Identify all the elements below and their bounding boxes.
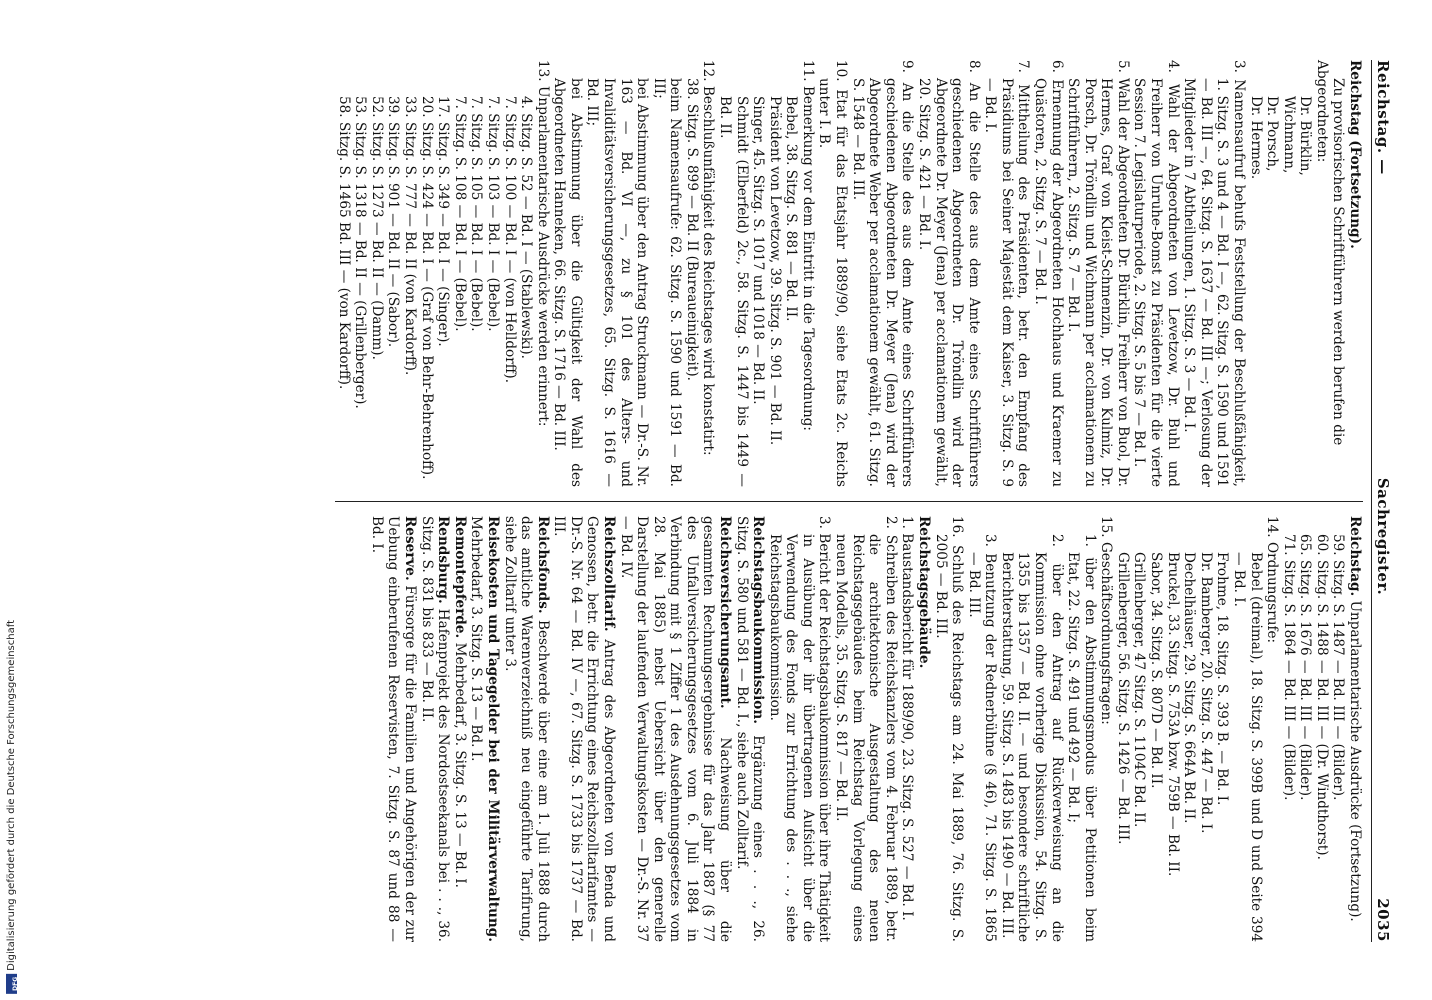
- index-line: 39. Sitzg. S. 901 — Bd. II — (Sabor).: [385, 96, 402, 348]
- heading-term: Rendsburg.: [435, 516, 452, 604]
- index-line: Wichmann,: [1280, 96, 1297, 174]
- index-heading: [418, 516, 451, 942]
- heading-text: Nachweisung über die gesammten Rechnungsergebnisse für das Jahr 1887 (§ 77 des Unfallversicherungsgesetzes vom 6. Juli 1884 in Verbindung mit § 1 Ziffer 1 des Ausdehnungsgesetzes vom 28. Mai 1885) nebst Uebersicht über den generelle Darstellung der laufenden Verwaltungskosten — Dr.-S. Nr. 37 — Bd. IV.: [617, 516, 734, 942]
- index-line: Bebel (dreimal), 18. Sitzg. S. 399B und D und Seite 394 — Bd. I.: [1230, 552, 1264, 942]
- index-line: 1. über den Abstimmungsmodus über Petitionen beim Etat, 22. Sitzg. S. 491 und 492 — Bd. I;: [1065, 534, 1098, 942]
- index-line: bei Abstimmung über den Antrag Struckmann — Dr.-S. Nr. 163 — Bd. VI —, zu § 101 des Alters- und Invaliditätsversicherungsgesetzes, 65. Sitzg. S. 1616 — Bd. III;: [584, 78, 651, 487]
- index-heading: [915, 516, 932, 942]
- index-line: 4. Wahl der Abgeordneten von Levetzow, Dr. Buhl und Freiherr von Unruhe-Bomst zu Präsidenten für die vierte Session 7. Legislaturperiode, 2. Sitzg. S. 5 bis 7 — Bd. I.: [1131, 60, 1181, 487]
- index-line: 8. An die Stelle des aus dem Amte eines Schriftführers geschiedenen Abgeordneten Dr. Tröndlin wird der Abgeordnete Dr. Meyer (Jena) per acclamationem gewählt, 20. Sitzg. S. 421 — Bd. I.: [915, 60, 982, 487]
- heading-text: Mehrbedarf, 3. Sitzg. S. 13 — Bd. I.: [451, 638, 468, 888]
- index-line: 7. Sitzg. S. 103 — Bd. I — (Bebel).: [484, 96, 501, 332]
- heading-text: Beschwerde über eine am 1. Juli 1888 durch das amtliche Warenverzeichniß neu eingeführte Tarifirung, siehe Zolltarif unter 3.: [501, 516, 551, 942]
- heading-term: Remontepferde.: [451, 516, 468, 639]
- index-line: 7. Mittheilung des Präsidenten, betr. den Empfang des Präsidiums bei Seiner Majestät dem Kaiser, 3. Sitzg. S. 9 — Bd. I.: [982, 60, 1032, 487]
- index-line: 65. Sitzg. S. 1676 — Bd. III — (Bilder).: [1297, 534, 1314, 801]
- index-heading: [1346, 60, 1363, 487]
- index-line: Zu provisorischen Schriftführern werden berufen die: [1330, 78, 1347, 446]
- index-line: Abgeordneten:: [1313, 60, 1330, 163]
- index-line: 38. Sitzg. S. 899 — Bd. II (Bureaueinigkeit).: [683, 78, 700, 381]
- index-line: Grillenberger, 47 Sitzg. S. 1104C Bd. II.: [1131, 552, 1148, 828]
- right-column: [335, 501, 1363, 942]
- index-heading: [451, 516, 468, 942]
- index-line: 3. Benutzung der Rednerbühne (§ 46), 71. Sitzg. S. 1865 — Bd. III.: [965, 534, 999, 942]
- digitization-credit: [4, 0, 18, 1000]
- text-columns: [335, 60, 1363, 942]
- index-line: 6. Ernennung der Abgeordneten Hochhaus und Kraemer zu Quästoren, 2. Sitzg. S. 7 — Bd. I.: [1032, 60, 1065, 487]
- heading-term: Reichstag.: [1347, 516, 1363, 597]
- header-title: Sachregister.: [1374, 477, 1392, 596]
- index-heading: [551, 516, 617, 942]
- heading-term: Reisekosten und Tagegelder bei der Militärverwaltung.: [484, 516, 501, 942]
- index-line: 14. Ordnungsrufe:: [1264, 516, 1281, 644]
- index-line: 52. Sitzg. S. 1273 — Bd. II — (Damm).: [368, 96, 385, 360]
- heading-term: Reichstag (Fortsetzung).: [1347, 60, 1363, 249]
- heading-text: Hafenprojekt des Nordostseekanals bei . . ., 36. Sitzg. S. 831 bis 833 — Bd. II.: [418, 516, 452, 942]
- heading-text: Fürsorge für die Familien und Angehörigen der zur Uebung einberufenen Reservisten, 7. Sitzg. S. 87 und 88 — Bd. I.: [368, 516, 419, 942]
- index-line: Bebel, 38. Sitzg. S. 881 — Bd. II.: [783, 96, 800, 322]
- index-line: 11. Bemerkung vor dem Eintritt in die Tagesordnung:: [799, 60, 816, 432]
- header-left: Reichstag. —: [1374, 60, 1392, 175]
- index-line: 17. Sitzg. S. 349 — Bd. I — (Singer).: [435, 96, 452, 347]
- index-line: 7. Sitzg. S. 108 — Bd. I — (Bebel).: [451, 96, 468, 332]
- index-line: 16. Schluß des Reichstags am 24. Mai 1889, 76. Sitzg. S. 2005 — Bd. III.: [932, 516, 966, 942]
- index-heading: [1346, 516, 1363, 942]
- index-line: Grillenberger, 56. Sitzg. S. 1426 — Bd. III.: [1114, 552, 1131, 845]
- running-head: [1371, 60, 1392, 942]
- index-line: 4. Sitzg. S. 52 — Bd. I — (Stablewski).: [518, 96, 535, 359]
- heading-term: Reichstagsgebäude.: [915, 516, 932, 669]
- credit-text: Digitalisierung gefördert durch die Deutsche Forschungsgemeinschaft: [5, 620, 17, 971]
- index-line: Dr. Bamberger, 20. Sitzg. S. 447 — Bd. I.: [1197, 552, 1214, 834]
- index-line: 2. Schreiben des Reichskanzlers vom 4. Februar 1889, betr. die architektonische Ausgestaltung des neuen Reichstagsgebäudes beim Reichstag Vorlegung eines neuen Modells, 35. Sitzg. S. 817 — Bd. II.: [833, 516, 899, 942]
- heading-term: Reichszolltarif.: [600, 516, 617, 632]
- index-line: 71. Sitzg. S. 1864 — Bd. III — (Bilder).: [1280, 534, 1297, 801]
- index-heading: [468, 516, 501, 942]
- heading-text: Antrag des Abgeordneten von Benda und Genossen, betr. die Errichtung eines Reichszolltarifamtes — Dr.-S. Nr. 64 — Bd. IV —, 67. Sitzg. S. 1733 bis 1737 — Bd. III.: [551, 516, 617, 942]
- heading-term: Reserve.: [402, 516, 419, 581]
- index-line: 13. Unparlamentarische Ausdrücke werden erinnert:: [534, 60, 551, 427]
- index-line: 15. Geschäftsordnungsfragen:: [1098, 516, 1115, 725]
- index-line: 59. Sitzg. S. 1487 — Bd. III — (Bilder).: [1330, 534, 1347, 801]
- index-line: Dr. Porsch,: [1264, 96, 1281, 172]
- index-line: Präsident von Levetzow, 39. Sitzg. S. 901 — Bd. II.: [766, 96, 783, 446]
- heading-term: Reichsfonds.: [534, 516, 551, 614]
- index-line: 9. An die Stelle des aus dem Amte eines Schriftführers geschiedenen Abgeordneten Dr. Meyer (Jena) wird der Abgeordnete Weber per acclamationem gewählt, 61. Sitzg. S. 1548 — Bd. III.: [849, 60, 916, 487]
- index-line: beim Namensaufrufe: 62. Sitzg. S. 1590 und 1591 — Bd. III;: [650, 78, 684, 487]
- heading-term: Reichstagsbaukommission.: [750, 516, 767, 724]
- index-line: Dr. Hermes.: [1247, 96, 1264, 180]
- index-line: 12. Beschlußunfähigkeit des Reichstages wird konstatirt:: [700, 60, 717, 456]
- index-heading: [501, 516, 551, 942]
- index-line: bei Abstimmung über die Gültigkeit der Wahl des Abgeordneten Hanneken, 66. Sitzg. S. 1716 — Bd. III.: [551, 78, 584, 487]
- index-line: Schmidt (Elberfeld) 2c., 58. Sitzg. S. 1447 bis 1449 — Bd. II.: [717, 96, 750, 487]
- index-heading: [368, 516, 418, 942]
- index-line: 20. Sitzg. S. 424 — Bd. I — (Graf von Behr-Behrenhoff).: [418, 96, 435, 480]
- index-line: 7. Sitzg. S. 105 — Bd. I — (Bebel).: [468, 96, 485, 332]
- page-number: 2035: [1374, 898, 1392, 942]
- index-line: Frohme, 18. Sitzg. S. 393 B. — Bd. I.: [1214, 552, 1231, 806]
- index-line: 3. Bericht der Reichstagsbaukommission über ihre Thätigkeit in Ausübung der ihr übertragenen Aufsicht über die Verwendung des Fonds zur Errichtung des . . ., siehe Reichstagsbaukommission.: [766, 516, 833, 942]
- index-line: 7. Sitzg. S. 100 — Bd. I — (von Helldorff).: [501, 96, 518, 384]
- index-heading: [733, 516, 766, 942]
- heading-text: Mehrbedarf, 3. Sitzg. S. 13 — Bd. I.: [468, 516, 485, 762]
- index-line: 53. Sitzg. S. 1318 — Bd. II — (Grillenberger).: [352, 96, 369, 409]
- dfg-logo-icon: DFG: [6, 974, 17, 994]
- index-line: Bruckel, 33. Sitzg. S. 753A bzw. 759B — Bd. II.: [1164, 552, 1181, 877]
- index-line: 60. Sitzg. S. 1488 — Bd. III — (Dr. Windthorst).: [1313, 534, 1330, 860]
- left-column: [335, 60, 1363, 501]
- index-line: 1. Baustandsbericht für 1889/90, 23. Sitzg. S. 527 — Bd. I.: [899, 516, 916, 921]
- heading-text: Unparlamentarische Ausdrücke (Fortsetzung).: [1347, 596, 1363, 922]
- heading-term: Reichsversicherungsamt.: [717, 516, 734, 709]
- index-line: Dr. Bürklin,: [1297, 96, 1314, 176]
- index-line: Singer, 45. Sitzg. S. 1017 und 1018 — Bd. II.: [750, 96, 767, 405]
- index-line: 2. über den Antrag auf Rückverweisung an die Kommission ohne vorherige Diskussion, 54. Sitzg. S. 1355 bis 1357 — Bd. II. — und besondere schriftliche Berichterstattung, 59. Sitzg. S. 1483 bis 1490 — Bd. III.: [998, 534, 1065, 942]
- index-line: 58. Sitzg. S. 1465 Bd. III — (von Kardorff).: [335, 96, 352, 390]
- index-line: Sabor, 34. Sitzg. S. 807D — Bd. II.: [1148, 552, 1165, 789]
- index-line: 33. Sitzg. S. 777 — Bd. II (von Kardorff).: [402, 96, 419, 376]
- heading-text: Ergänzung eines . . ., 26. Sitzg. S. 580 und 581 — Bd. I., siehe auch Zolltarif.: [733, 516, 767, 942]
- index-line: 10. Etat für das Etatsjahr 1889/90, siehe Etats 2c. Reichs unter I. B.: [816, 60, 850, 487]
- index-heading: [617, 516, 733, 942]
- index-line: 5. Wahl der Abgeordneten Dr. Bürklin, Freiherr von Buol, Dr. Hermes, Graf von Kleist-Schmenzin, Dr. von Kulmiz, Dr. Porsch, Dr. Tröndlin und Wichmann per acclamationem zu Schriftführern, 2. Sitzg. S. 7 — Bd. I.: [1065, 60, 1131, 487]
- index-line: 3. Namensaufruf behufs Feststellung der Beschlußfähigkeit, 1. Sitzg. S. 3 und 4 — Bd. I —, 62. Sitzg. S. 1590 und 1591 — Bd. III —, 64. Sitzg. S. 1637 — Bd. III —; Verlosung der Mitglieder in 7 Abtheilungen, 1. Sitzg. S. 3 — Bd. I.: [1181, 60, 1247, 487]
- index-line: Dechelhäuser, 29. Sitzg. S. 664A Bd. II.: [1181, 552, 1198, 824]
